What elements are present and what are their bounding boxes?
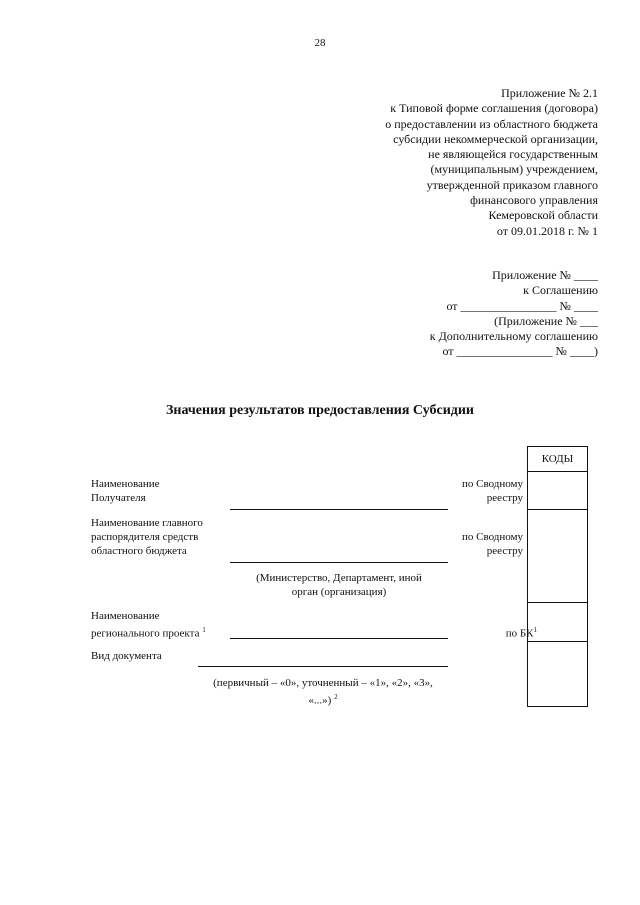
agreement-reference-line: от ________________ № ____) bbox=[442, 344, 598, 359]
registry-label bbox=[462, 530, 523, 558]
appendix-header-line: Приложение № 2.1 bbox=[501, 86, 598, 100]
bk-label-text: по БК bbox=[505, 627, 534, 640]
appendix-header-line: от 09.01.2018 г. № 1 bbox=[496, 223, 598, 238]
regional-project-label bbox=[91, 609, 206, 641]
registry-label-line: реестру bbox=[486, 545, 523, 557]
code-cell-manager-registry[interactable] bbox=[528, 510, 588, 603]
footnote-marker: 1 bbox=[202, 626, 206, 634]
caption-line: (Министерство, Департамент, иной bbox=[256, 572, 422, 584]
main-manager-label bbox=[91, 516, 203, 558]
code-cell-doc-type[interactable] bbox=[528, 642, 588, 707]
appendix-header-line: о предоставлении из областного бюджета bbox=[385, 116, 598, 131]
document-type-label: Вид документа bbox=[91, 650, 162, 662]
registry-label-line: по Сводному bbox=[461, 531, 523, 543]
appendix-header-line: Кемеровской области bbox=[488, 208, 598, 223]
agreement-reference-line: к Соглашению bbox=[523, 283, 598, 298]
regional-project-field-line[interactable] bbox=[230, 638, 448, 639]
agreement-reference bbox=[430, 268, 598, 360]
codes-header: КОДЫ bbox=[528, 447, 588, 472]
document-title: Значения результатов предоставления Субсидии bbox=[166, 403, 474, 418]
page-number: 28 bbox=[314, 37, 326, 49]
registry-label-line: реестру bbox=[486, 492, 523, 504]
registry-label bbox=[462, 477, 523, 505]
caption-text: «...») bbox=[308, 694, 332, 707]
caption-line bbox=[198, 690, 448, 708]
appendix-header-line: не являющейся государственным bbox=[428, 147, 598, 162]
agreement-reference-line: Приложение № ____ bbox=[492, 268, 598, 282]
code-cell-recipient-registry[interactable] bbox=[528, 472, 588, 510]
appendix-header-line: (муниципальным) учреждением, bbox=[430, 162, 598, 177]
appendix-header-line: утвержденной приказом главного bbox=[426, 177, 598, 192]
agreement-reference-line: от ________________ № ____ bbox=[446, 298, 598, 313]
regional-project-label-text: регионального проекта bbox=[91, 627, 200, 640]
codes-table bbox=[527, 446, 588, 707]
footnote-marker: 1 bbox=[533, 626, 537, 634]
recipient-field-line[interactable] bbox=[230, 509, 448, 510]
recipient-label-line: Наименование bbox=[91, 478, 160, 490]
main-manager-label-line: областного бюджета bbox=[91, 545, 187, 557]
appendix-header bbox=[385, 86, 598, 239]
footnote-marker: 2 bbox=[334, 693, 338, 701]
appendix-header-line: финансового управления bbox=[470, 193, 598, 208]
document-type-caption bbox=[198, 676, 448, 708]
main-manager-label-line: Наименование главного bbox=[91, 517, 203, 529]
caption-line: орган (организация) bbox=[291, 586, 387, 598]
document-type-field-line[interactable] bbox=[198, 666, 448, 667]
registry-label-line: по Сводному bbox=[461, 478, 523, 490]
main-manager-caption bbox=[230, 571, 448, 599]
agreement-reference-line: (Приложение № ___ bbox=[494, 313, 598, 328]
bk-label bbox=[506, 623, 537, 641]
main-manager-label-line: распорядителя средств bbox=[91, 531, 199, 543]
regional-project-label-line: Наименование bbox=[91, 610, 160, 622]
caption-line: (первичный – «0», уточненный – «1», «2», «3», bbox=[213, 677, 433, 689]
appendix-header-line: к Типовой форме соглашения (договора) bbox=[390, 101, 598, 116]
agreement-reference-line: к Дополнительному соглашению bbox=[429, 329, 598, 344]
regional-project-label-line bbox=[91, 623, 206, 641]
recipient-label-line: Получателя bbox=[91, 492, 146, 504]
main-manager-field-line[interactable] bbox=[230, 562, 448, 563]
recipient-label bbox=[91, 477, 160, 505]
appendix-header-line: субсидии некоммерческой организации, bbox=[393, 131, 598, 146]
